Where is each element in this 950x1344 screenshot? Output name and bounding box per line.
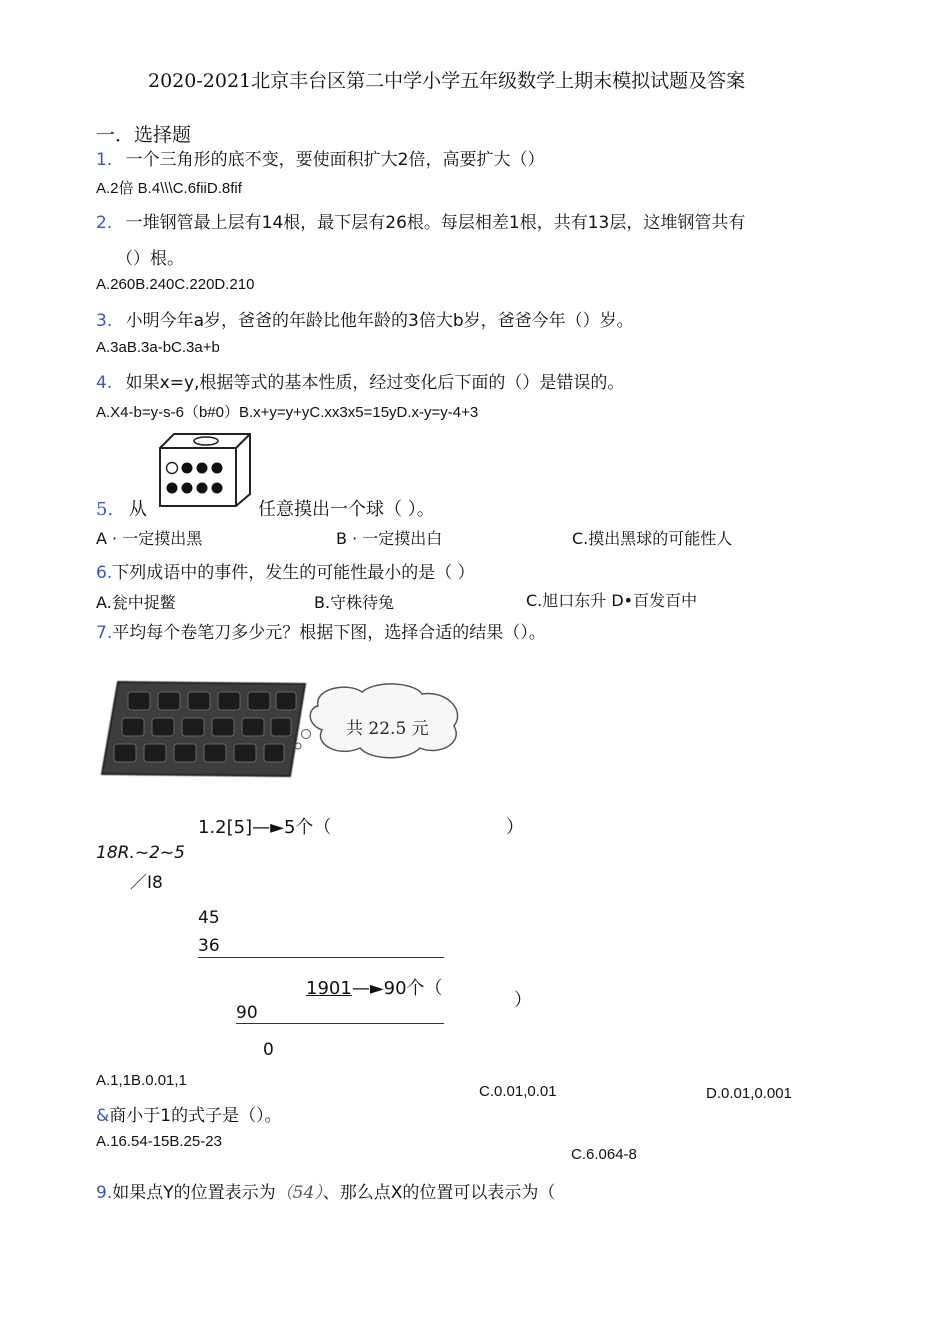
question-number: 5. [96,499,114,520]
question-text: 如果x=y,根据等式的基本性质，经过变化后下面的（）是错误的。 [125,373,625,393]
question-number: 3. [96,311,113,331]
question-number: 1. [96,150,113,170]
question-5-option-a: A · 一定摸出黑 [96,529,203,548]
calc-line-2 [306,974,443,1000]
question-2-options: A.260B.240C.220D.210 [96,276,255,293]
question-number: 9. [96,1183,113,1203]
calc-45: 45 [198,908,220,928]
question-text-1: 如果点Y的位置表示为 [112,1183,276,1203]
question-6 [96,558,475,583]
question-7 [96,618,546,643]
question-number: 4. [96,373,113,393]
question-number: & [96,1106,110,1126]
question-text: 一堆钢管最上层有14根，最下层有26根。每层相差1根，共有13层，这堆钢管共有 [125,213,746,233]
question-7-option-c: C.0.01,0.01 [479,1083,557,1100]
question-text-from: 从 [128,499,147,520]
question-text: 一个三角形的底不变，要使面积扩大2倍，高要扩大（） [125,150,545,170]
question-text: 小明今年a岁，爸爸的年龄比他年龄的3倍大b岁，爸爸今年（）岁。 [125,311,634,331]
calc-divider-2 [236,1023,444,1024]
question-6-option-c: C.旭口东升 D•百发百中 [526,591,698,610]
calc-line-1-paren: ） [506,817,524,838]
calc-90: 90 [236,1003,258,1023]
question-1 [96,145,544,170]
question-8-option-c: C.6.064-8 [571,1146,637,1163]
ball-box-illustration [150,430,260,510]
calc-line-2-rest: —►90个（ [351,978,443,999]
question-1-options: A.2倍 B.4\\\C.6fiiD.8fif [96,180,242,197]
question-5-text: 任意摸出一个球（ ）。 [258,499,435,520]
question-9-position: （54） [275,1183,323,1203]
question-number: 7. [96,623,113,643]
calc-line-1: 1.2[5]—►5个（ [198,817,332,838]
calc-0: 0 [263,1040,274,1060]
question-5-option-c: C.摸出黑球的可能性人 [572,529,733,548]
question-3-options: A.3aB.3a-bC.3a+b [96,339,220,356]
question-6-option-b: B.守株待兔 [314,593,395,612]
question-4-options: A.X4-b=y-s-6（b#0）B.x+y=y+yC.xx3x5=15yD.x-y=y-4+3 [96,404,479,421]
question-8-options-ab: A.16.54-15B.25-23 [96,1133,222,1150]
page-title: 2020-2021北京丰台区第二中学小学五年级数学上期末模拟试题及答案 [148,70,746,92]
question-8 [96,1101,282,1126]
question-4 [96,368,624,393]
cloud-total-price: 共 22.5 元 [346,719,429,739]
question-5 [96,495,147,521]
question-number: 2. [96,213,113,233]
question-2 [96,208,745,233]
question-text: 商小于1的式子是（）。 [109,1106,282,1126]
calc-left-2: ／I8 [130,873,163,893]
calc-line-2-number: 1901 [306,978,352,999]
question-text-2: 、那么点X的位置可以表示为（ [322,1183,556,1203]
calc-divider-1 [198,957,444,958]
question-7-options-ab: A.1,1B.0.01,1 [96,1072,187,1089]
calc-left-1: 18R.~2~5 [96,843,185,863]
question-5-option-b: B · 一定摸出白 [336,529,443,548]
question-text: 下列成语中的事件，发生的可能性最小的是（ ） [112,563,475,583]
calc-36: 36 [198,936,220,956]
calc-line-2-paren: ） [514,990,532,1011]
question-3 [96,306,634,331]
question-9 [96,1178,555,1203]
question-2-text-cont: （）根。 [116,249,184,269]
question-text: 平均每个卷笔刀多少元？根据下图，选择合适的结果（）。 [112,623,546,643]
section-heading: 一．选择题 [96,124,192,146]
question-6-option-a: A.瓮中捉鳖 [96,593,176,612]
question-number: 6. [96,563,113,583]
question-7-option-d: D.0.01,0.001 [706,1085,792,1102]
